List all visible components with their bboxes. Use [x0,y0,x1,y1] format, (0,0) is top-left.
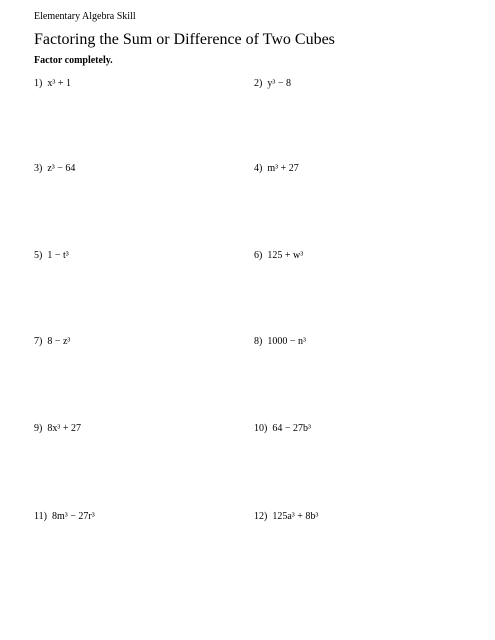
problem-expression: 1 − t³ [47,250,69,261]
problem-number: 10) [254,423,268,434]
problem-number: 6) [254,250,263,261]
problem-expression: 125 + w³ [267,250,304,261]
problem-8 [254,336,306,348]
problem-5 [34,250,69,262]
problem-number: 4) [254,163,263,174]
problem-number: 5) [34,250,43,261]
problem-number: 3) [34,163,43,174]
problem-expression: 1000 − n³ [267,336,306,347]
problem-expression: 125a³ + 8b³ [272,511,319,522]
problem-expression: 8 − z³ [47,336,71,347]
problem-7 [34,336,70,348]
problem-number: 8) [254,336,263,347]
problem-11 [34,511,95,523]
problem-6 [254,250,303,262]
problem-3 [34,163,75,175]
problem-expression: m³ + 27 [267,163,299,174]
problem-expression: z³ − 64 [47,163,76,174]
problem-12 [254,511,318,523]
problem-1 [34,78,71,90]
problem-4 [254,163,299,175]
instructions: Factor completely. [34,55,113,66]
problem-number: 7) [34,336,43,347]
problem-number: 1) [34,78,43,89]
problem-number: 9) [34,423,43,434]
problem-expression: 8m³ − 27r³ [51,511,95,522]
problem-expression: 64 − 27b³ [272,423,311,434]
worksheet-title: Factoring the Sum or Difference of Two Cubes [34,31,335,48]
problem-number: 11) [34,511,47,522]
problem-2 [254,78,291,90]
problem-expression: y³ − 8 [267,78,291,89]
problem-number: 12) [254,511,268,522]
worksheet-subject: Elementary Algebra Skill [34,11,136,22]
problem-expression: x³ + 1 [47,78,71,89]
problem-9 [34,423,81,435]
problem-number: 2) [254,78,263,89]
problem-10 [254,423,311,435]
problem-expression: 8x³ + 27 [47,423,81,434]
